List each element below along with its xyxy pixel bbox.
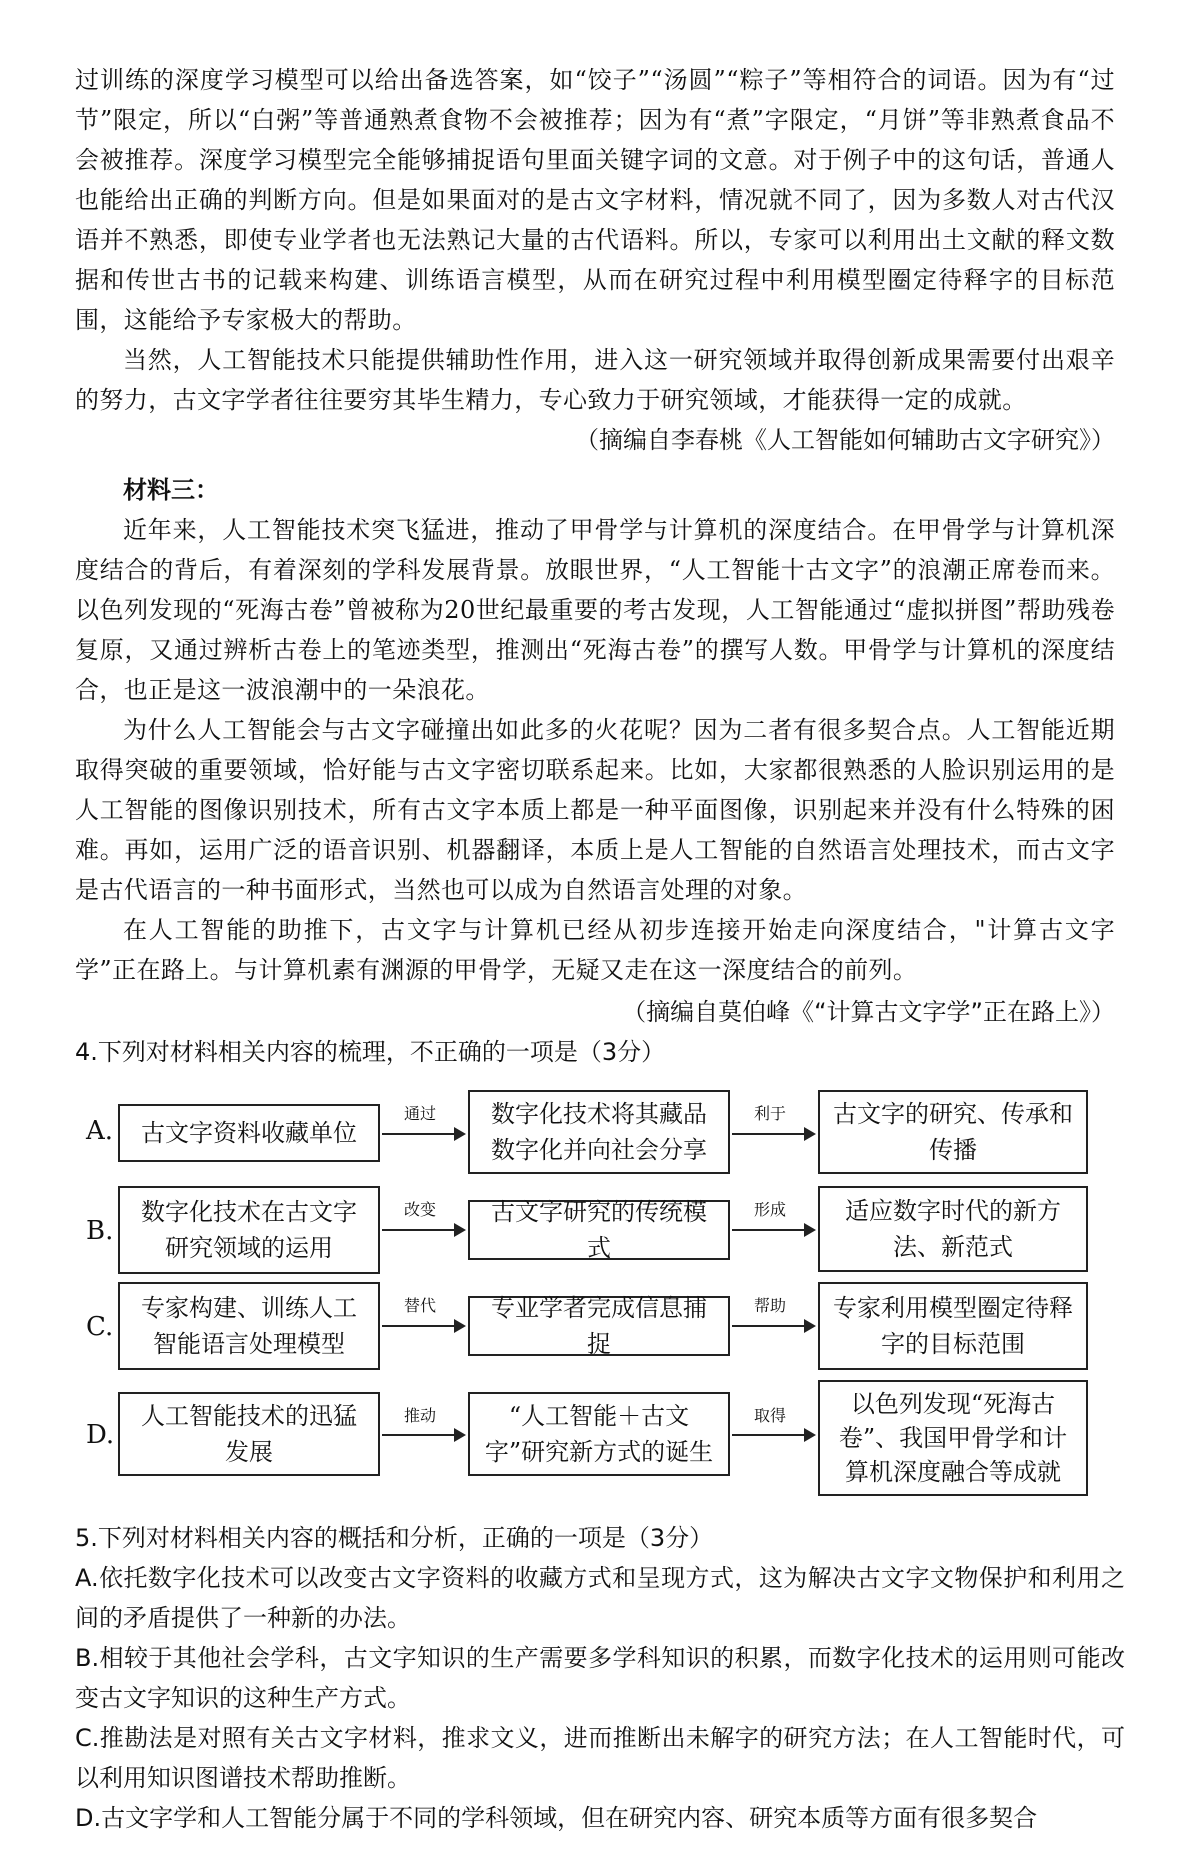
arrow-label: 改变 [403,1200,436,1219]
flow-box: 数字化技术在古文字研究领域的运用 [118,1186,380,1274]
flow-box: 古文字的研究、传承和传播 [818,1090,1088,1174]
flow-arrow [382,1325,464,1327]
passage-paragraph: 当然，人工智能技术只能提供辅助性作用，进入这一研究领域并取得创新成果需要付出艰辛的努力，古文字学者往往要穷其毕生精力，专心致力于研究领域，才能获得一定的成就。 [75,346,1115,414]
passage-paragraph: 在人工智能的助推下，古文字与计算机已经从初步连接开始走向深度结合，"计算古文字学”正在路上。与计算机素有渊源的甲骨学，无疑又走在这一深度结合的前列。 [75,916,1115,984]
arrow-label: 通过 [403,1104,436,1123]
material-heading: 材料三： [123,476,219,504]
flow-arrow [382,1229,464,1231]
flow-box: 专家构建、训练人工智能语言处理模型 [118,1282,380,1370]
option-letter: C. [86,1312,114,1342]
passage-paragraph: 近年来，人工智能技术突飞猛进，推动了甲骨学与计算机的深度结合。在甲骨学与计算机深度结合的背后，有着深刻的学科发展背景。放眼世界，“人工智能十古文字”的浪潮正席卷而来。以色列发现的“死海古卷”曾被称为20世纪最重要的考古发现，人工智能通过“虚拟拼图”帮助残卷复原，又通过辨析古卷上的笔迹类型，推测出“死海古卷”的撰写人数。甲骨学与计算机的深度结合，也正是这一波浪潮中的一朵浪花。 [75,516,1115,704]
flow-box: 数字化技术将其藏品数字化并向社会分享 [468,1090,730,1174]
flow-arrow [732,1325,814,1327]
flow-arrow [732,1133,814,1135]
option-d: D.古文字学和人工智能分属于不同的学科领域，但在研究内容、研究本质等方面有很多契合 [75,1804,1038,1832]
flow-box: 专业学者完成信息捕捉 [468,1296,730,1356]
flow-box: 古文字资料收藏单位 [118,1104,380,1162]
passage-paragraph: 为什么人工智能会与古文字碰撞出如此多的火花呢？因为二者有很多契合点。人工智能近期取得突破的重要领域，恰好能与古文字密切联系起来。比如，大家都很熟悉的人脸识别运用的是人工智能的图像识别技术，所有古文字本质上都是一种平面图像，识别起来并没有什么特殊的困难。再如，运用广泛的语音识别、机器翻译，本质上是人工智能的自然语言处理技术，而古文字是古代语言的一种书面形式，当然也可以成为自然语言处理的对象。 [75,716,1115,904]
arrow-label: 帮助 [753,1296,786,1315]
citation-source: （摘编自李春桃《人工智能如何辅助古文字研究》） [575,426,1115,454]
flow-box: 以色列发现“死海古卷”、我国甲骨学和计算机深度融合等成就 [818,1380,1088,1496]
option-letter: D. [86,1420,115,1450]
arrow-label: 取得 [753,1406,786,1425]
option-letter: A. [86,1116,114,1146]
option-b: B.相较于其他社会学科，古文字知识的生产需要多学科知识的积累，而数字化技术的运用则可能改变古文字知识的这种生产方式。 [75,1644,1125,1712]
q4-option-b-row [80,1184,1120,1280]
flow-box: 古文字研究的传统模式 [468,1200,730,1260]
q4-option-d-row [80,1376,1120,1496]
arrow-label: 替代 [403,1296,436,1315]
flow-arrow [382,1133,464,1135]
question-5-stem: 5.下列对材料相关内容的概括和分析，正确的一项是（3分） [75,1524,714,1552]
option-a: A.依托数字化技术可以改变古文字资料的收藏方式和呈现方式，这为解决古文字文物保护和利用之间的矛盾提供了一种新的办法。 [75,1564,1125,1632]
flow-arrow [732,1229,814,1231]
passage-paragraph: 过训练的深度学习模型可以给出备选答案，如“饺子”“汤圆”“粽子”等相符合的词语。因为有“过节”限定，所以“白粥”等普通熟煮食物不会被推荐；因为有“煮”字限定，“月饼”等非熟煮食品不会被推荐。深度学习模型完全能够捕捉语句里面关键字词的文意。对于例子中的这句话，普通人也能给出正确的判断方向。但是如果面对的是古文字材料，情况就不同了，因为多数人对古代汉语并不熟悉，即使专业学者也无法熟记大量的古代语料。所以，专家可以利用出土文献的释文数据和传世古书的记载来构建、训练语言模型，从而在研究过程中利用模型圈定待释字的目标范围，这能给予专家极大的帮助。 [75,66,1115,334]
option-letter: B. [86,1216,114,1246]
flow-arrow [732,1434,814,1436]
flow-box: 人工智能技术的迅猛发展 [118,1392,380,1476]
q4-option-a-row [80,1088,1120,1184]
flow-box: 适应数字时代的新方法、新范式 [818,1186,1088,1272]
flow-arrow [382,1434,464,1436]
flow-box: 专家利用模型圈定待释字的目标范围 [818,1282,1088,1370]
arrow-label: 利于 [753,1104,786,1123]
q4-option-c-row [80,1280,1120,1376]
option-c: C.推勘法是对照有关古文字材料，推求文义，进而推断出未解字的研究方法；在人工智能时代，可以利用知识图谱技术帮助推断。 [75,1724,1125,1792]
flow-box: “人工智能＋古文字”研究新方式的诞生 [468,1392,730,1476]
question-4-stem: 4.下列对材料相关内容的梳理，不正确的一项是（3分） [75,1038,666,1066]
arrow-label: 推动 [403,1406,436,1425]
arrow-label: 形成 [753,1200,786,1219]
citation-source: （摘编自莫伯峰《“计算古文字学”正在路上》） [622,998,1115,1026]
